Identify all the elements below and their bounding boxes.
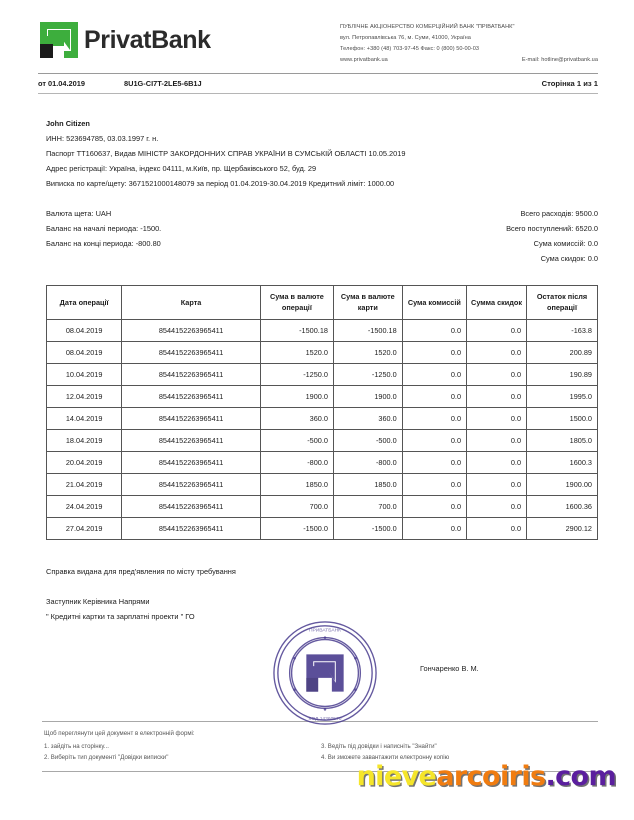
customer-name: John Citizen: [46, 118, 90, 128]
cell-amount-card: 360.0: [333, 408, 402, 430]
cell-date: 10.04.2019: [47, 364, 122, 386]
stamp-area: [46, 625, 596, 721]
transactions-section: [0, 267, 634, 540]
cell-card: 8544152263965411: [122, 474, 261, 496]
cell-discount: 0.0: [467, 430, 527, 452]
cell-amount-operation: -500.0: [260, 430, 333, 452]
cell-date: 21.04.2019: [47, 474, 122, 496]
cell-amount-card: 700.0: [333, 496, 402, 518]
cell-discount: 0.0: [467, 342, 527, 364]
table-row: [47, 386, 598, 408]
cell-amount-card: -500.0: [333, 430, 402, 452]
account-currency: Валюта щета: UAH: [46, 209, 112, 219]
cell-commission: 0.0: [402, 496, 466, 518]
cell-amount-card: 1900.0: [333, 386, 402, 408]
cell-commission: 0.0: [402, 452, 466, 474]
bank-contact-details: [340, 16, 598, 66]
cell-amount-operation: -800.0: [260, 452, 333, 474]
bank-phone: Телефон: +380 (48) 703-97-45 Факс: 0 (800) 50-00-03: [340, 45, 480, 52]
cell-balance: 200.89: [527, 342, 598, 364]
page-number: Сторінка 1 из 1: [541, 78, 598, 88]
table-row: [47, 518, 598, 540]
cell-card: 8544152263965411: [122, 386, 261, 408]
svg-text:ПРИВАТБАНК: ПРИВАТБАНК: [308, 628, 342, 634]
table-row: [47, 452, 598, 474]
cell-balance: 1600.3: [527, 452, 598, 474]
cell-balance: 190.89: [527, 364, 598, 386]
cell-card: 8544152263965411: [122, 342, 261, 364]
cell-date: 12.04.2019: [47, 386, 122, 408]
privatbank-logo: [38, 20, 211, 60]
cell-card: 8544152263965411: [122, 320, 261, 342]
cell-balance: 1805.0: [527, 430, 598, 452]
cell-discount: 0.0: [467, 386, 527, 408]
cell-discount: 0.0: [467, 320, 527, 342]
document-date: от 01.04.2019: [38, 78, 85, 88]
total-discount: Сума скидок: 0.0: [540, 253, 598, 263]
instruction-step-4: 4. Ви зможете завантажити електронну копію: [321, 754, 450, 762]
cell-date: 08.04.2019: [47, 342, 122, 364]
cell-amount-operation: 1850.0: [260, 474, 333, 496]
signer-position-line1: Заступник Керівника Напрями: [46, 596, 150, 606]
cell-date: 27.04.2019: [47, 518, 122, 540]
cell-card: 8544152263965411: [122, 496, 261, 518]
total-expenses: Всего расходів: 9500.0: [520, 209, 598, 219]
cell-commission: 0.0: [402, 342, 466, 364]
cell-discount: 0.0: [467, 518, 527, 540]
customer-inn: ИНН: 523694785, 03.03.1997 г. н.: [46, 133, 159, 143]
cell-balance: -163.8: [527, 320, 598, 342]
cell-date: 08.04.2019: [47, 320, 122, 342]
column-header-date: Дата операції: [47, 285, 122, 319]
transactions-table: [46, 285, 598, 540]
cell-discount: 0.0: [467, 496, 527, 518]
balance-end: Баланс на концi периода: -800.80: [46, 239, 161, 249]
document-code: 8U1G-CI7T-2LE5-6B1J: [124, 78, 202, 88]
signature-block: [0, 580, 634, 721]
column-header-discount: Сумма скидок: [467, 285, 527, 319]
instruction-step-2: 2. Виберіть тип документі "Довідки виписки": [44, 754, 169, 762]
issued-note: [0, 540, 634, 580]
table-row: [47, 430, 598, 452]
cell-amount-operation: 1900.0: [260, 386, 333, 408]
signer-name: Гончаренко В. М.: [420, 663, 479, 673]
cell-amount-operation: -1500.0: [260, 518, 333, 540]
cell-date: 20.04.2019: [47, 452, 122, 474]
instructions-column-left: [44, 741, 321, 765]
cell-amount-card: -1500.0: [333, 518, 402, 540]
summary-left: [46, 207, 161, 266]
watermark-part-2: arcoiris: [436, 761, 546, 792]
privatbank-logo-icon: [38, 20, 80, 60]
table-row: [47, 320, 598, 342]
transactions-body: [47, 320, 598, 540]
document-header: [0, 0, 634, 66]
brand-name: PrivatBank: [84, 25, 211, 54]
instruction-step-1: 1. зайдіть на сторінку...: [44, 742, 109, 750]
column-header-card: Карта: [122, 285, 261, 319]
cell-commission: 0.0: [402, 386, 466, 408]
cell-commission: 0.0: [402, 430, 466, 452]
document-meta-row: [0, 74, 634, 88]
bank-address: вул. Петропавлівська 76, м. Суми, 41000, Україна: [340, 34, 471, 41]
cell-balance: 2900.12: [527, 518, 598, 540]
table-row: [47, 408, 598, 430]
column-header-amount-operation: Сума в валюте операції: [260, 285, 333, 319]
svg-text:КОД 14360570: КОД 14360570: [308, 716, 342, 722]
total-commission: Сума комиссій: 0.0: [533, 239, 598, 249]
cell-amount-card: -1500.18: [333, 320, 402, 342]
cell-amount-card: 1850.0: [333, 474, 402, 496]
cell-date: 18.04.2019: [47, 430, 122, 452]
site-watermark: [357, 761, 616, 792]
cell-card: 8544152263965411: [122, 518, 261, 540]
cell-balance: 1600.36: [527, 496, 598, 518]
cell-discount: 0.0: [467, 364, 527, 386]
cell-date: 24.04.2019: [47, 496, 122, 518]
cell-card: 8544152263965411: [122, 452, 261, 474]
cell-balance: 1500.0: [527, 408, 598, 430]
customer-statement-line: Виписка по карте/щету: 3671521000148079 за період 01.04.2019-30.04.2019 Кредитний ліміт: 1000.00: [46, 179, 395, 189]
cell-amount-card: -800.0: [333, 452, 402, 474]
summary-right: [506, 207, 598, 266]
cell-amount-card: -1250.0: [333, 364, 402, 386]
watermark-part-1: nieve: [356, 761, 437, 792]
issued-note-text: Справка видана для пред'явления по місту требування: [46, 567, 236, 577]
column-header-balance: Остаток після операції: [527, 285, 598, 319]
bank-email[interactable]: E-mail: hotline@privatbank.ua: [521, 56, 598, 63]
table-row: [47, 342, 598, 364]
cell-amount-operation: -1250.0: [260, 364, 333, 386]
instruction-step-3: 3. Ведіть під довідки і написніть "Знайти": [321, 742, 437, 750]
column-header-amount-card: Сума в валюте карти: [333, 285, 402, 319]
official-stamp-icon: [271, 619, 379, 727]
cell-amount-operation: 360.0: [260, 408, 333, 430]
cell-commission: 0.0: [402, 408, 466, 430]
cell-card: 8544152263965411: [122, 430, 261, 452]
cell-balance: 1995.0: [527, 386, 598, 408]
customer-address: Адрес регістрації: Україна, індекс 04111, м.Київ, пр. Щербаківського 52, буд. 29: [46, 164, 317, 174]
cell-date: 14.04.2019: [47, 408, 122, 430]
table-row: [47, 474, 598, 496]
watermark-part-3: .com: [545, 761, 616, 792]
cell-commission: 0.0: [402, 518, 466, 540]
table-row: [47, 364, 598, 386]
table-row: [47, 496, 598, 518]
customer-passport: Паспорт ТТ160637, Видав МІНІСТР ЗАКОРДОННИХ СПРАВ УКРАЇНИ В СУМСЬКІЙ ОБЛАСТІ 10.05.2019: [46, 148, 406, 158]
table-header-row: [47, 285, 598, 319]
total-income: Всего поступлений: 6520.0: [506, 224, 598, 234]
customer-details: [0, 94, 634, 192]
cell-commission: 0.0: [402, 474, 466, 496]
cell-commission: 0.0: [402, 364, 466, 386]
cell-discount: 0.0: [467, 474, 527, 496]
signer-position-line2: " Кредитні картки та зарплатні проекти " ГО: [46, 612, 195, 622]
cell-amount-operation: -1500.18: [260, 320, 333, 342]
cell-commission: 0.0: [402, 320, 466, 342]
bank-legal-name: ПУБЛІЧНЕ АКЦІОНЕРСТВО КОМЕРЦІЙНИЙ БАНК "ПРІВАТБАНК": [340, 24, 515, 30]
cell-discount: 0.0: [467, 408, 527, 430]
account-summary: [0, 191, 634, 266]
cell-discount: 0.0: [467, 452, 527, 474]
bank-website[interactable]: www.privatbank.ua: [340, 56, 388, 63]
column-header-commission: Сума комиссій: [402, 285, 466, 319]
cell-amount-operation: 1520.0: [260, 342, 333, 364]
cell-card: 8544152263965411: [122, 408, 261, 430]
cell-card: 8544152263965411: [122, 364, 261, 386]
instructions-heading: Щоб переглянути цей документ в електронній формі:: [44, 729, 195, 737]
balance-start: Баланс на началі периода: -1500.: [46, 224, 162, 234]
cell-amount-operation: 700.0: [260, 496, 333, 518]
cell-amount-card: 1520.0: [333, 342, 402, 364]
electronic-copy-instructions: [0, 722, 634, 765]
cell-balance: 1900.00: [527, 474, 598, 496]
